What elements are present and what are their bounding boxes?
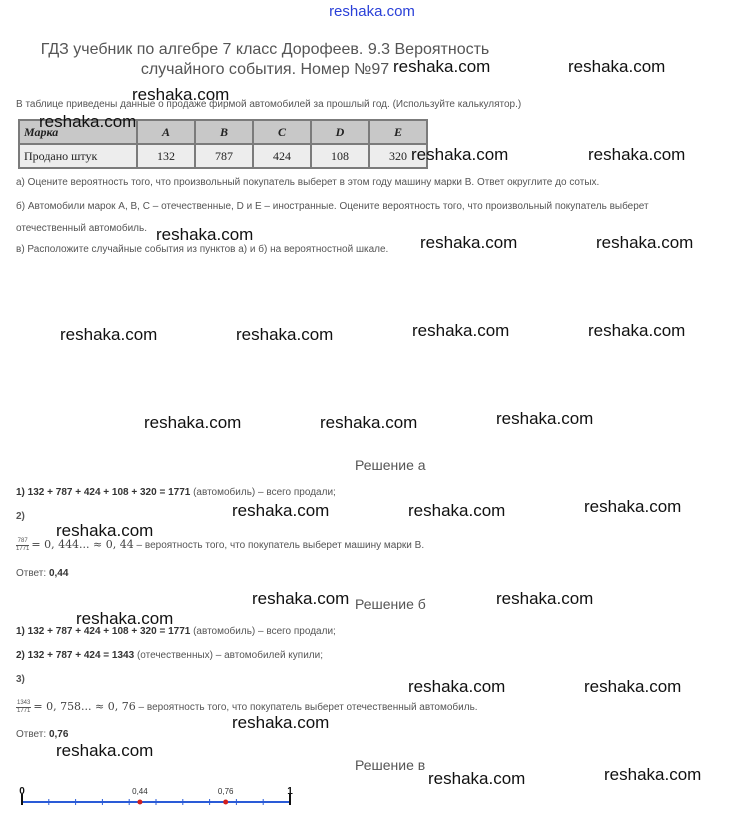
watermark: reshaka.com — [588, 145, 686, 164]
watermark: reshaka.com — [320, 413, 418, 432]
solution-a-step-1 — [16, 487, 336, 498]
row-cell: 132 — [137, 144, 195, 168]
solution-a-step-2-label: 2) — [16, 511, 25, 522]
fraction-denominator: 1771 — [16, 546, 30, 552]
watermark: reshaka.com — [588, 321, 686, 340]
watermark: reshaka.com — [412, 321, 510, 340]
fraction-numerator: 1343 — [17, 700, 31, 706]
watermark: reshaka.com — [232, 713, 330, 732]
question-a: а) Оцените вероятность того, что произвольный покупатель выберет в этом году машину марки B. Ответ округлите до сотых. — [16, 177, 600, 188]
question-b-line-1: б) Автомобили марок A, B, C – отечественные, D и E – иностранные. Оцените вероятность того, что произвольный покупатель выберет — [16, 201, 649, 212]
watermark: reshaka.com — [604, 765, 702, 784]
answer-label: Ответ: — [16, 568, 49, 579]
watermark: reshaka.com — [144, 413, 242, 432]
solution-a-step-2-math: = 0, 444... ≈ 0, 44 — [31, 538, 134, 552]
watermark: reshaka.com — [428, 769, 526, 788]
sales-table-row — [19, 144, 427, 168]
question-c: в) Расположите случайные события из пунктов а) и б) на вероятностной шкале. — [16, 244, 389, 255]
solution-a-heading: Решение а — [355, 457, 426, 473]
watermark: reshaka.com — [408, 677, 506, 696]
fraction-denominator: 1771 — [17, 708, 31, 714]
row-cell: 787 — [195, 144, 253, 168]
probability-scale — [14, 782, 304, 812]
task-intro: В таблице приведены данные о продаже фирмой автомобилей за прошлый год. (Используйте калькулятор.) — [16, 99, 522, 110]
watermark: reshaka.com — [56, 521, 154, 540]
header-cell: B — [195, 120, 253, 144]
watermark: reshaka.com — [584, 497, 682, 516]
solution-b-step-3-text: – вероятность того, что покупатель выберет отечественный автомобиль. — [135, 702, 478, 714]
header-cell: A — [137, 120, 195, 144]
watermark: reshaka.com — [420, 233, 518, 252]
fraction-numerator: 787 — [17, 538, 28, 544]
watermark: reshaka.com — [76, 609, 174, 628]
scale-max-label: 1 — [287, 786, 293, 797]
solution-a-answer — [16, 568, 68, 579]
scale-point-label: 0,44 — [132, 787, 148, 796]
solution-b-step-2-math: 2) 132 + 787 + 424 = 1343 — [16, 650, 135, 661]
header-cell: Марка — [19, 120, 137, 144]
solution-b-answer — [16, 729, 68, 740]
scale-min-label: 0 — [19, 786, 25, 797]
watermark: reshaka.com — [132, 85, 230, 104]
solution-b-step-3-label: 3) — [16, 674, 25, 685]
answer-label: Ответ: — [16, 729, 49, 740]
solution-b-step-1-text: (автомобиль) – всего продали; — [190, 626, 336, 637]
watermark: reshaka.com — [56, 741, 154, 760]
watermark: reshaka.com — [496, 409, 594, 428]
solution-a-fraction — [16, 538, 29, 553]
question-b-line-2: отечественный автомобиль. — [16, 223, 148, 234]
watermark: reshaka.com — [156, 225, 254, 244]
answer-value: 0,44 — [48, 568, 69, 579]
watermark: reshaka.com — [496, 589, 594, 608]
header-cell: C — [253, 120, 311, 144]
row-cell: 424 — [253, 144, 311, 168]
solution-b-step-2-text: (отечественных) – автомобилей купили; — [134, 650, 323, 661]
row-cell: Продано штук — [19, 144, 137, 168]
scale-point — [223, 800, 228, 805]
header-cell: E — [369, 120, 427, 144]
watermark: reshaka.com — [596, 233, 694, 252]
watermark: reshaka.com — [584, 677, 682, 696]
solution-b-step-1 — [16, 626, 336, 637]
scale-point-label: 0,76 — [217, 787, 234, 796]
solution-a-step-2-text: – вероятность того, что покупатель выберет машину марки B. — [133, 540, 425, 552]
watermark: reshaka.com — [236, 325, 334, 344]
header-cell: D — [311, 120, 369, 144]
watermark: reshaka.com — [39, 112, 137, 131]
watermark: reshaka.com — [568, 57, 666, 76]
solution-b-step-1-math: 1) 132 + 787 + 424 + 108 + 320 = 1771 — [16, 626, 191, 637]
watermark: reshaka.com — [393, 57, 491, 76]
solution-a-step-1-text: (автомобиль) – всего продали; — [190, 487, 336, 498]
watermark: reshaka.com — [252, 589, 350, 608]
solution-c-heading: Решение в — [355, 757, 426, 773]
solution-b-fraction — [16, 700, 31, 715]
solution-b-heading: Решение б — [355, 596, 426, 612]
watermark: reshaka.com — [411, 145, 509, 164]
answer-value: 0,76 — [48, 729, 69, 740]
solution-b-step-2 — [16, 650, 323, 661]
title-line-2: случайного события. Номер №97 — [140, 61, 390, 78]
watermark: reshaka.com — [232, 501, 330, 520]
row-cell: 320 — [369, 144, 427, 168]
watermark: reshaka.com — [408, 501, 506, 520]
watermark: reshaka.com — [60, 325, 158, 344]
solution-b-step-3-math: = 0, 758... ≈ 0, 76 — [33, 700, 136, 714]
solution-a-step-1-math: 1) 132 + 787 + 424 + 108 + 320 = 1771 — [16, 487, 191, 498]
site-header[interactable]: reshaka.com — [329, 3, 415, 20]
title-line-1: ГДЗ учебник по алгебре 7 класс Дорофеев. 9.3 Вероятность — [40, 41, 490, 58]
row-cell: 108 — [311, 144, 369, 168]
scale-point — [137, 800, 142, 805]
